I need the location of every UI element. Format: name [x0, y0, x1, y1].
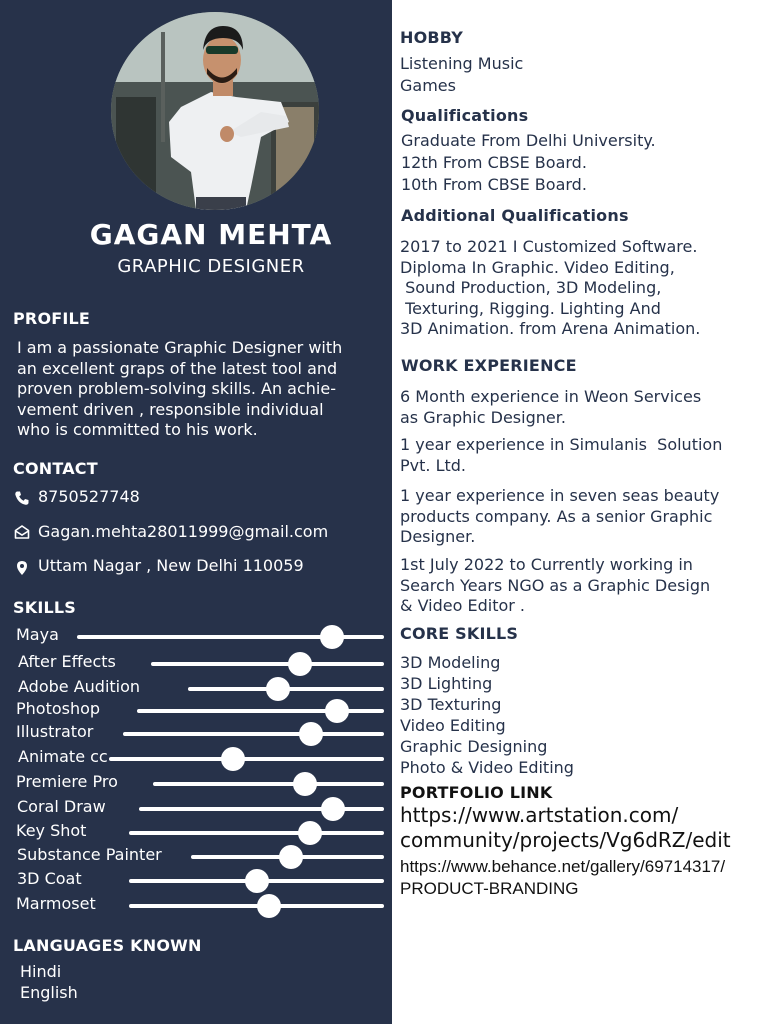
work-line: & Video Editor .: [400, 596, 525, 616]
skill-slider-track: [129, 831, 384, 835]
skill-slider-track: [139, 807, 384, 811]
skill-label: Key Shot: [16, 821, 87, 840]
contact-heading: CONTACT: [13, 459, 98, 478]
work-line: 1st July 2022 to Currently working in: [400, 555, 693, 574]
skill-label: Premiere Pro: [16, 772, 118, 791]
additional-qualifications-heading: Additional Qualifications: [401, 206, 629, 225]
person-job-title: GRAPHIC DESIGNER: [117, 256, 305, 277]
skill-label: Photoshop: [16, 699, 101, 718]
core-skill-item: Video Editing: [400, 716, 506, 735]
skill-slider-track: [153, 782, 384, 786]
skill-label: Coral Draw: [17, 797, 106, 816]
core-skills-list: [400, 652, 574, 778]
portfolio-link-line[interactable]: PRODUCT-BRANDING: [400, 879, 579, 898]
skill-slider-knob[interactable]: [325, 699, 349, 723]
profile-photo: [111, 12, 319, 210]
contact-address: Uttam Nagar , New Delhi 110059: [38, 556, 304, 575]
skill-label: Illustrator: [16, 722, 94, 741]
profile-line: an excellent graps of the latest tool and: [17, 358, 338, 378]
skill-label: Marmoset: [16, 894, 96, 913]
skill-label: Adobe Audition: [18, 677, 141, 696]
work-line: 1 year experience in Simulanis Solution: [400, 435, 723, 454]
qualifications-heading: Qualifications: [401, 106, 529, 125]
work-line: 1 year experience in seven seas beauty: [400, 486, 720, 505]
mail-icon: [14, 524, 30, 540]
skill-slider-track: [109, 757, 384, 761]
work-line: Designer.: [400, 527, 476, 547]
core-skill-item: Graphic Designing: [400, 737, 548, 756]
skill-slider-knob[interactable]: [288, 652, 312, 676]
additional-line: Texturing, Rigging. Lighting And: [400, 298, 661, 318]
work-experience-heading: WORK EXPERIENCE: [401, 356, 577, 375]
skill-label: Substance Painter: [17, 845, 162, 864]
work-entry: [400, 387, 701, 428]
profile-heading: PROFILE: [13, 309, 91, 328]
core-skill-item: 3D Lighting: [400, 674, 493, 693]
portfolio-link-line[interactable]: https://www.artstation.com/: [400, 803, 679, 827]
work-line: Pvt. Ltd.: [400, 455, 466, 475]
portfolio-link-line[interactable]: community/projects/Vg6dRZ/edit: [400, 828, 731, 852]
skill-label: Animate cc: [18, 747, 108, 766]
contact-phone[interactable]: 8750527748: [38, 487, 140, 506]
skill-label: After Effects: [18, 652, 116, 671]
core-skill-item: Photo & Video Editing: [400, 758, 574, 777]
language-item: Hindi: [20, 962, 62, 981]
qualification-item: 10th From CBSE Board.: [401, 175, 587, 194]
core-skill-item: 3D Modeling: [400, 653, 501, 672]
work-line: as Graphic Designer.: [400, 407, 566, 427]
skill-slider-knob[interactable]: [279, 845, 303, 869]
skills-heading: SKILLS: [13, 598, 76, 617]
work-line: products company. As a senior Graphic: [400, 506, 713, 526]
skill-label: Maya: [16, 625, 59, 644]
additional-line: 2017 to 2021 I Customized Software.: [400, 237, 698, 256]
skill-slider-knob[interactable]: [320, 625, 344, 649]
profile-line: vement driven , responsible individual: [17, 399, 324, 419]
skill-slider-knob[interactable]: [298, 821, 322, 845]
hobby-heading: HOBBY: [400, 28, 464, 47]
qualification-item: 12th From CBSE Board.: [401, 153, 587, 172]
portfolio-link-behance[interactable]: [400, 856, 725, 900]
additional-line: Diploma In Graphic. Video Editing,: [400, 257, 675, 277]
work-entry: [400, 435, 722, 476]
person-photo-illustration: [111, 12, 319, 210]
work-entry: [400, 555, 710, 617]
portfolio-link-line[interactable]: https://www.behance.net/gallery/69714317/: [400, 857, 726, 876]
skill-slider-knob[interactable]: [221, 747, 245, 771]
qualifications-list: [401, 130, 656, 196]
portfolio-heading: PORTFOLIO LINK: [400, 783, 553, 802]
profile-text: [17, 338, 342, 441]
skill-slider-track: [151, 662, 384, 666]
languages-heading: LANGUAGES KNOWN: [13, 936, 202, 955]
skill-slider-knob[interactable]: [257, 894, 281, 918]
hobby-item: Games: [400, 76, 456, 95]
profile-line: who is committed to his work.: [17, 420, 258, 440]
additional-line: 3D Animation. from Arena Animation.: [400, 319, 701, 339]
phone-icon: [14, 490, 30, 506]
hobby-item: Listening Music: [400, 54, 524, 73]
additional-line: Sound Production, 3D Modeling,: [400, 278, 662, 298]
core-skill-item: 3D Texturing: [400, 695, 502, 714]
portfolio-link-artstation[interactable]: [400, 803, 731, 853]
qualification-item: Graduate From Delhi University.: [401, 131, 656, 150]
skill-slider-track: [123, 732, 384, 736]
skill-slider-knob[interactable]: [245, 869, 269, 893]
skill-slider-knob[interactable]: [299, 722, 323, 746]
skill-slider-knob[interactable]: [266, 677, 290, 701]
skill-label: 3D Coat: [17, 869, 82, 888]
work-line: Search Years NGO as a Graphic Design: [400, 575, 711, 595]
location-pin-icon: [14, 560, 30, 576]
profile-line: proven problem-solving skills. An achie-: [17, 379, 336, 399]
contact-email[interactable]: Gagan.mehta28011999@gmail.com: [38, 522, 329, 541]
profile-line: I am a passionate Graphic Designer with: [17, 338, 343, 357]
skill-slider-knob[interactable]: [321, 797, 345, 821]
languages-list: [20, 962, 78, 1003]
core-skills-heading: CORE SKILLS: [400, 624, 519, 643]
skill-slider-knob[interactable]: [293, 772, 317, 796]
language-item: English: [20, 982, 78, 1002]
work-entry: [400, 486, 719, 548]
person-name: GAGAN MEHTA: [89, 218, 333, 251]
hobby-list: [400, 53, 523, 97]
additional-qualifications-text: [400, 237, 700, 340]
work-line: 6 Month experience in Weon Services: [400, 387, 702, 406]
